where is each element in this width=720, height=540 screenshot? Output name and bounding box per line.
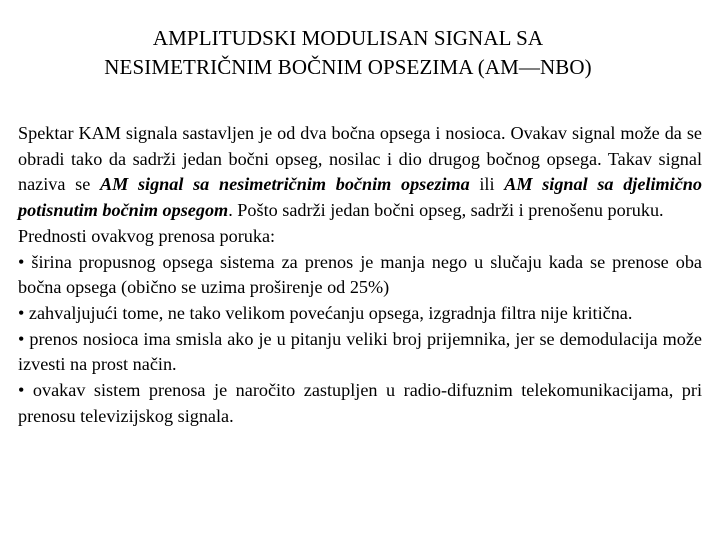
intro-text-3: . Pošto sadrži jedan bočni opseg, sadrži i prenošenu poruku. xyxy=(228,200,664,221)
bullet-item: • ovakav sistem prenosa je naročito zastupljen u radio-difuznim telekomunikacijama, pri prenosu televizijskog signala. xyxy=(18,380,702,426)
slide-title xyxy=(40,24,656,82)
bullet-item: • zahvaljujući tome, ne tako velikom povećanju opsega, izgradnja filtra nije kritična. xyxy=(18,302,633,323)
intro-text-1: Spektar KAM signala sastavljen je od dva bočna opsega i nosioca. Ovakav signal može da se obradi tako da sadrži jedan bočni opseg, nosilac i dio drugog bočnog opsega. Takav signal naziva se xyxy=(18,123,702,195)
title-line-2: NESIMETRIČNIM BOČNIM OPSEZIMA (AM—NBO) xyxy=(104,55,592,79)
advantages-heading: Prednosti ovakvog prenosa poruka: xyxy=(18,225,276,246)
title-line-1: AMPLITUDSKI MODULISAN SIGNAL SA xyxy=(152,26,544,50)
bullet-item: • širina propusnog opsega sistema za prenos je manja nego u slučaju kada se prenose oba bočna opsega (obično se uzima proširenje od 25%) xyxy=(18,251,702,298)
intro-text-2: ili xyxy=(469,174,505,195)
emphasis-term-1: AM signal sa nesimetričnim bočnim opsezima xyxy=(99,174,470,195)
body-text xyxy=(18,121,702,429)
intro-paragraph xyxy=(18,121,702,224)
emphasis-term-2: AM signal sa djelimično potisnutim bočnim opsegom xyxy=(18,174,703,221)
bullet-item: • prenos nosioca ima smisla ako je u pitanju veliki broj prijemnika, jer se demodulacija može izvesti na prost način. xyxy=(18,328,702,375)
